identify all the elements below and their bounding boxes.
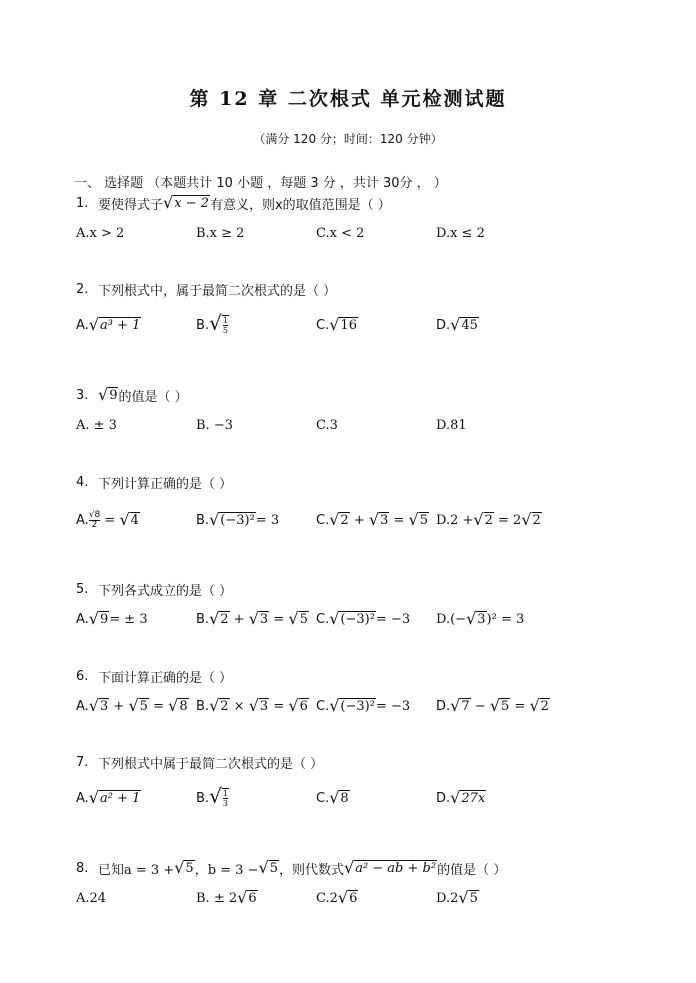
option-d[interactable]: D. √ 45 — [436, 314, 478, 334]
option-b[interactable]: B. √ 2 × √ 3 = √ 6 — [196, 695, 308, 715]
option-b[interactable]: B.x ≥ 2 — [196, 225, 245, 241]
option-a[interactable]: A.24 — [76, 890, 107, 906]
question-stem: 下列计算正确的是（ ） — [98, 476, 233, 492]
option-b[interactable]: B. √ $\frac{1}{3}$ — [196, 784, 228, 808]
option-c[interactable]: C. √ (−3)² = −3 — [316, 608, 411, 628]
option-d[interactable]: D.81 — [436, 417, 467, 433]
option-a[interactable]: A. $\frac{√8}{2}$ = √ 4 — [76, 509, 139, 530]
question-number: 3. — [76, 387, 89, 403]
option-a[interactable]: A. ± 3 — [76, 417, 117, 433]
question-stem: 下列根式中属于最简二次根式的是（ ） — [98, 756, 324, 772]
question-3 — [76, 384, 467, 438]
option-d[interactable]: D. √ 27x — [436, 787, 486, 807]
option-a[interactable]: A.x > 2 — [76, 225, 125, 241]
question-number: 4. — [76, 474, 89, 490]
option-a[interactable]: A. √ 9 = ± 3 — [76, 608, 148, 628]
option-b[interactable]: B. √ 2 + √ 3 = √ 5 — [196, 608, 308, 628]
question-stem: 下列根式中，属于最简二次根式的是（ ） — [98, 283, 337, 299]
option-c[interactable]: C.3 — [316, 417, 338, 433]
page-title: 第 12 章 二次根式 单元检测试题 — [189, 88, 507, 110]
question-2 — [76, 278, 478, 338]
question-stem: 已知a = 3 + — [98, 862, 175, 878]
option-b[interactable]: B. √ $\frac{1}{5}$ — [196, 311, 228, 335]
option-c[interactable]: C. √ 16 — [316, 314, 357, 334]
question-5 — [76, 578, 525, 632]
question-stem: 要使得式子 — [98, 197, 164, 213]
question-number: 1. — [76, 195, 89, 211]
option-d[interactable]: D. √ 7 − √ 5 = √ 2 — [436, 695, 549, 715]
sqrt-expression: √ x − 2 — [163, 192, 209, 212]
question-number: 2. — [76, 281, 89, 297]
question-stem-tail: 有意义，则x的取值范围是（ ） — [209, 197, 391, 213]
question-8: 8. 已知a = 3 + √ 5 ，b = 3 − √ 5 ，则代数式 √ a² − ab + b² 的值是（ ） A.24 B. ± 2 √ 6 C.2 √ 6 D.2 √ 5 — [76, 857, 506, 911]
section-heading: 一、 选择题 （本题共计 10 小题 ，每题 3 分 ，共计 30分 ， ） — [74, 176, 447, 191]
question-7 — [76, 751, 486, 811]
option-c[interactable]: C.x < 2 — [316, 225, 365, 241]
option-c[interactable]: C. √ 8 — [316, 787, 349, 807]
sqrt-expression: √ a² − ab + b² — [343, 857, 437, 877]
option-b[interactable]: B. −3 — [196, 417, 233, 433]
option-d[interactable]: D.x ≤ 2 — [436, 225, 485, 241]
question-stem: 的值是（ ） — [118, 389, 188, 405]
question-1 — [76, 192, 485, 246]
option-a[interactable]: A. √ 3 + √ 5 = √ 8 — [76, 695, 188, 715]
option-d[interactable]: D.2 + √ 2 = 2 √ 2 — [436, 509, 541, 529]
option-a[interactable]: A. √ a² + 1 — [76, 787, 141, 807]
option-c[interactable]: C. √ 2 + √ 3 = √ 5 — [316, 509, 429, 529]
question-6 — [76, 665, 549, 719]
option-c[interactable]: C. √ (−3)² = −3 — [316, 695, 411, 715]
question-number: 6. — [76, 668, 89, 684]
option-b[interactable]: B. √ (−3)² = 3 — [196, 509, 280, 529]
option-d[interactable]: D.(− √ 3 )² = 3 — [436, 608, 525, 628]
option-c[interactable]: C.2 √ 6 — [316, 887, 358, 907]
option-d[interactable]: D.2 √ 5 — [436, 887, 478, 907]
question-number: 5. — [76, 581, 89, 597]
option-b[interactable]: B. ± 2 √ 6 — [196, 887, 257, 907]
option-a[interactable]: A. √ a³ + 1 — [76, 314, 141, 334]
question-stem: 下面计算正确的是（ ） — [98, 670, 233, 686]
question-number: 8. — [76, 860, 89, 876]
question-stem: 下列各式成立的是（ ） — [98, 583, 233, 599]
sqrt-expression: √ 9 — [98, 384, 118, 404]
question-stem-tail: 的值是（ ） — [437, 862, 507, 878]
question-4 — [76, 471, 541, 533]
question-number: 7. — [76, 754, 89, 770]
page-subtitle: （满分 120 分；时间：120 分钟） — [253, 132, 443, 146]
